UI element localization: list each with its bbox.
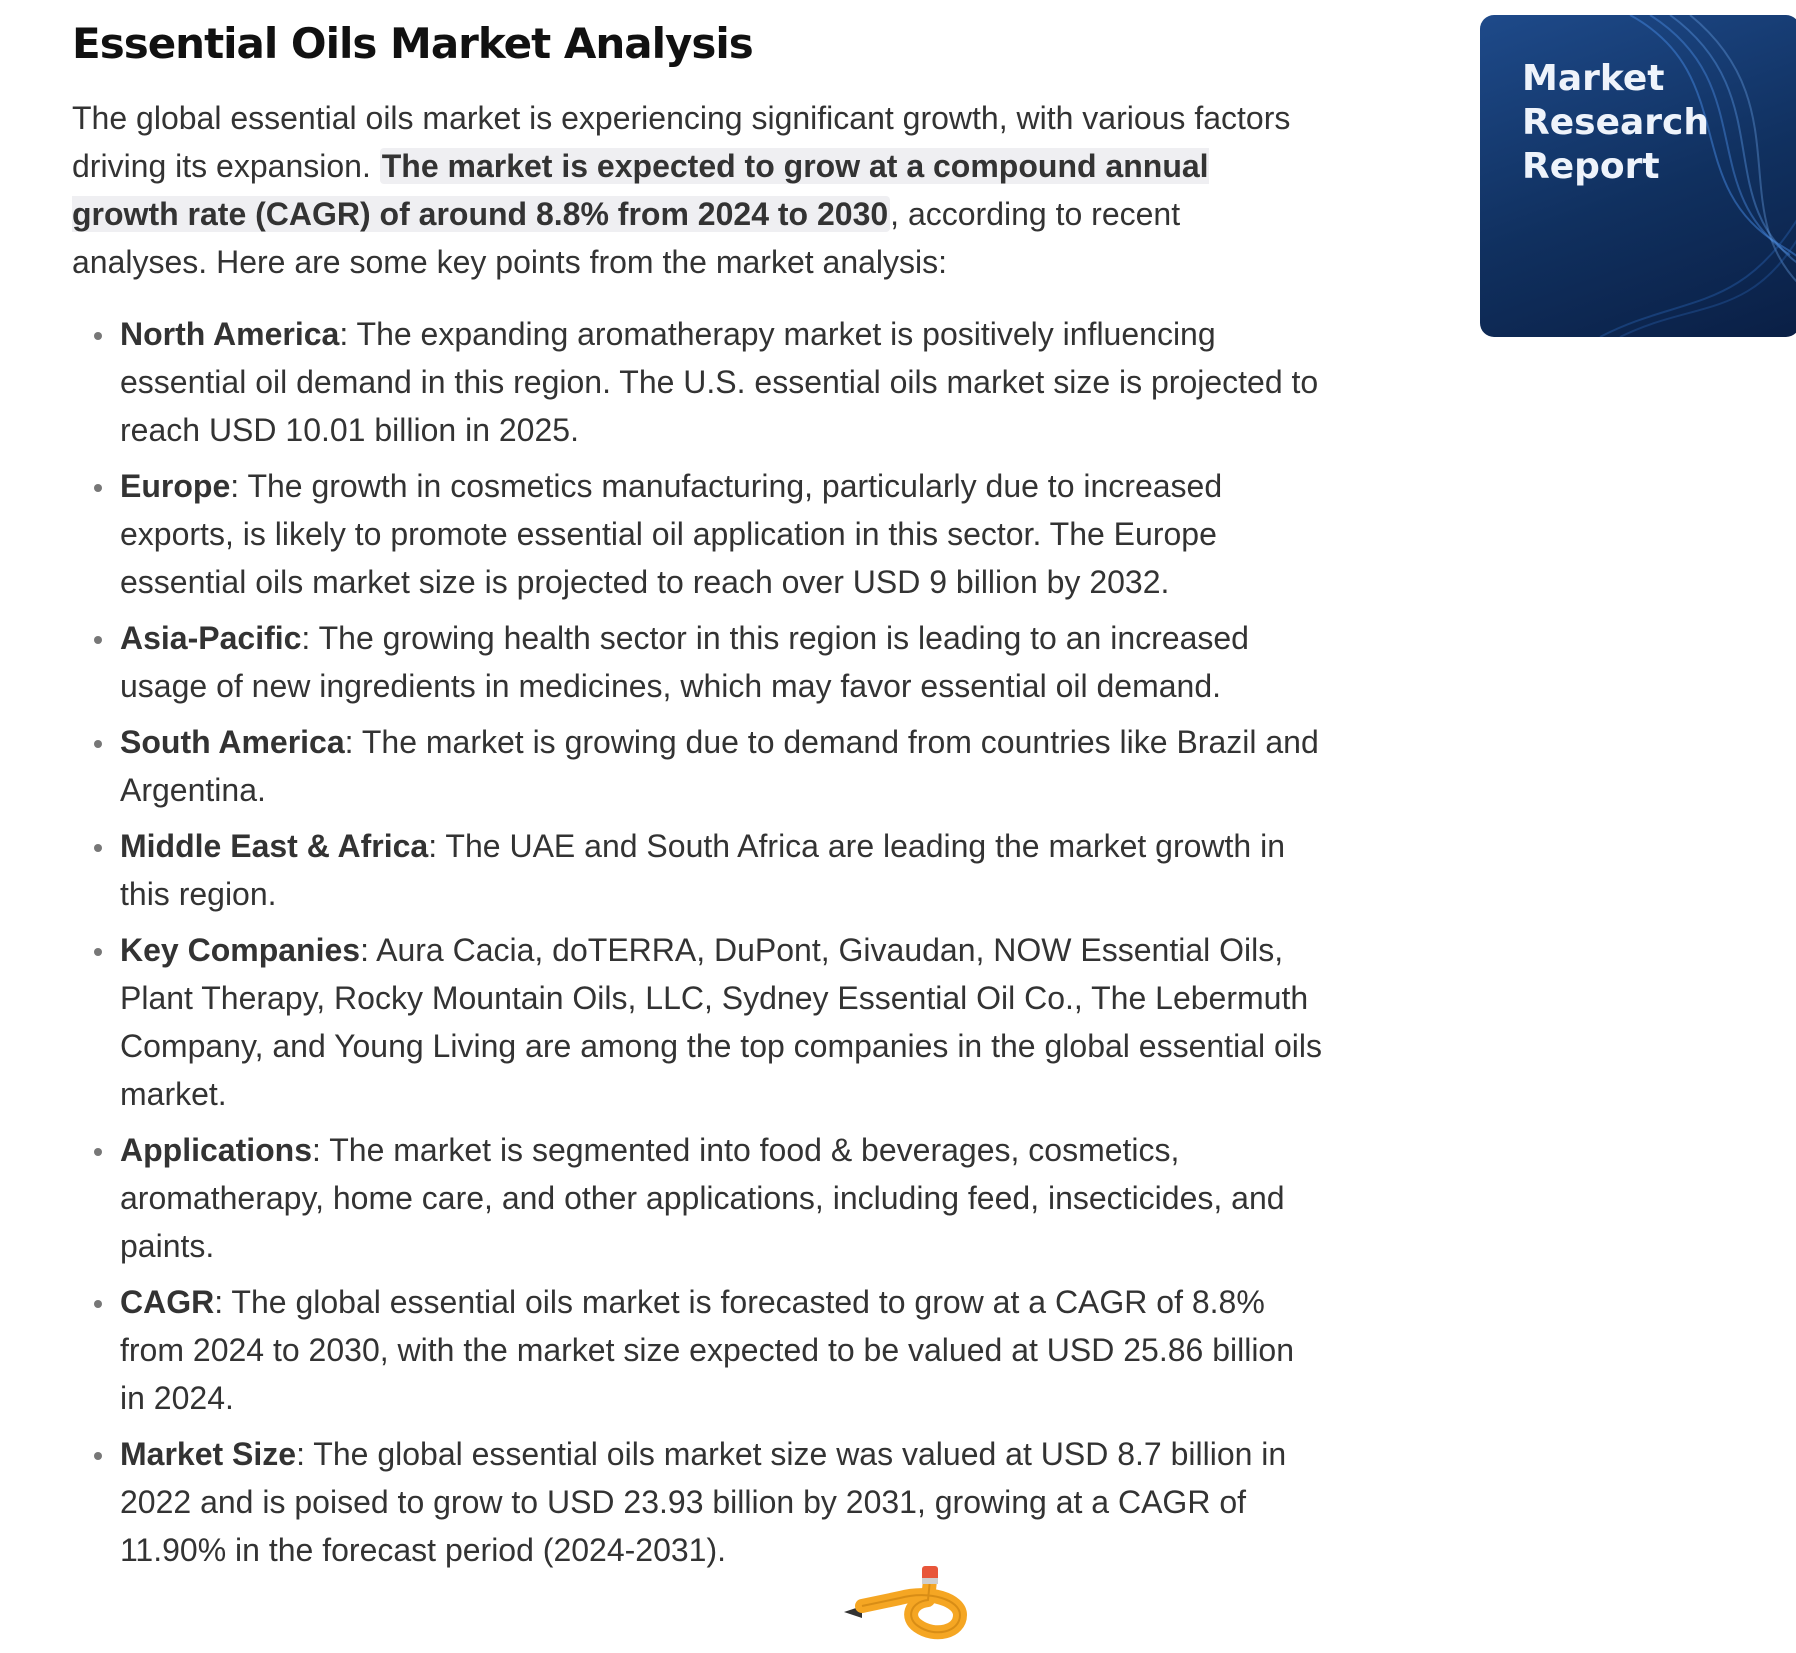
list-item bbox=[72, 926, 1322, 1118]
list-item bbox=[72, 1430, 1322, 1574]
list-item bbox=[72, 718, 1322, 814]
thumbnail-line: Report bbox=[1522, 146, 1660, 187]
answer-content bbox=[72, 0, 1322, 1582]
point-text: : The market is growing due to demand from countries like Brazil and Argentina. bbox=[120, 724, 1319, 808]
list-item bbox=[72, 1278, 1322, 1422]
list-item bbox=[72, 614, 1322, 710]
thumbnail-line: Market bbox=[1522, 58, 1665, 99]
point-text: : Aura Cacia, doTERRA, DuPont, Givaudan, NOW Essential Oils, Plant Therapy, Rocky Mountain Oils, LLC, Sydney Essential Oil Co., The Lebermuth Company, and Young Living are among the top companies in the global essential oils market. bbox=[120, 932, 1322, 1112]
intro-paragraph bbox=[72, 94, 1322, 286]
point-term: South America bbox=[120, 724, 345, 760]
point-term: Applications bbox=[120, 1132, 313, 1168]
list-item bbox=[72, 462, 1322, 606]
point-term: Market Size bbox=[120, 1436, 297, 1472]
point-term: Key Companies bbox=[120, 932, 361, 968]
thumbnail-title bbox=[1522, 57, 1762, 189]
page-title: Essential Oils Market Analysis bbox=[72, 19, 753, 68]
intro-lead: The global essential oils market is experiencing significant growth, with various factors driving its expansion. bbox=[72, 100, 1291, 184]
point-term: Middle East & Africa bbox=[120, 828, 429, 864]
key-points-list bbox=[72, 310, 1322, 1574]
point-term: North America bbox=[120, 316, 340, 352]
intro-highlight: The market is expected to grow at a compound annual growth rate (CAGR) of around 8.8% from 2024 to 2030 bbox=[72, 148, 1209, 232]
point-term: Europe bbox=[120, 468, 231, 504]
list-item bbox=[72, 1126, 1322, 1270]
list-item bbox=[72, 822, 1322, 918]
pencil-icon bbox=[840, 1560, 980, 1645]
point-term: Asia-Pacific bbox=[120, 620, 302, 656]
intro-tail: , according to recent analyses. Here are some key points from the market analysis: bbox=[72, 196, 1181, 280]
point-text: : The growth in cosmetics manufacturing, particularly due to increased exports, is likely to promote essential oil application in this sector. The Europe essential oils market size is projected to reach over USD 9 billion by 2032. bbox=[120, 468, 1223, 600]
point-text: : The global essential oils market is forecasted to grow at a CAGR of 8.8% from 2024 to 2030, with the market size expected to be valued at USD 25.86 billion in 2024. bbox=[120, 1284, 1295, 1416]
point-text: : The global essential oils market size was valued at USD 8.7 billion in 2022 and is poised to grow to USD 23.93 billion by 2031, growing at a CAGR of 11.90% in the forecast period (2024-2031). bbox=[120, 1436, 1287, 1568]
list-item bbox=[72, 310, 1322, 454]
point-text: : The expanding aromatherapy market is positively influencing essential oil demand in this region. The U.S. essential oils market size is projected to reach USD 10.01 billion in 2025. bbox=[120, 316, 1319, 448]
point-term: CAGR bbox=[120, 1284, 215, 1320]
point-text: : The market is segmented into food & beverages, cosmetics, aromatherapy, home care, and other applications, including feed, insecticides, and paints. bbox=[120, 1132, 1285, 1264]
report-thumbnail[interactable] bbox=[1480, 15, 1796, 337]
point-text: : The UAE and South Africa are leading the market growth in this region. bbox=[120, 828, 1285, 912]
thumbnail-line: Research bbox=[1522, 102, 1709, 143]
point-text: : The growing health sector in this region is leading to an increased usage of new ingredients in medicines, which may favor essential oil demand. bbox=[120, 620, 1249, 704]
